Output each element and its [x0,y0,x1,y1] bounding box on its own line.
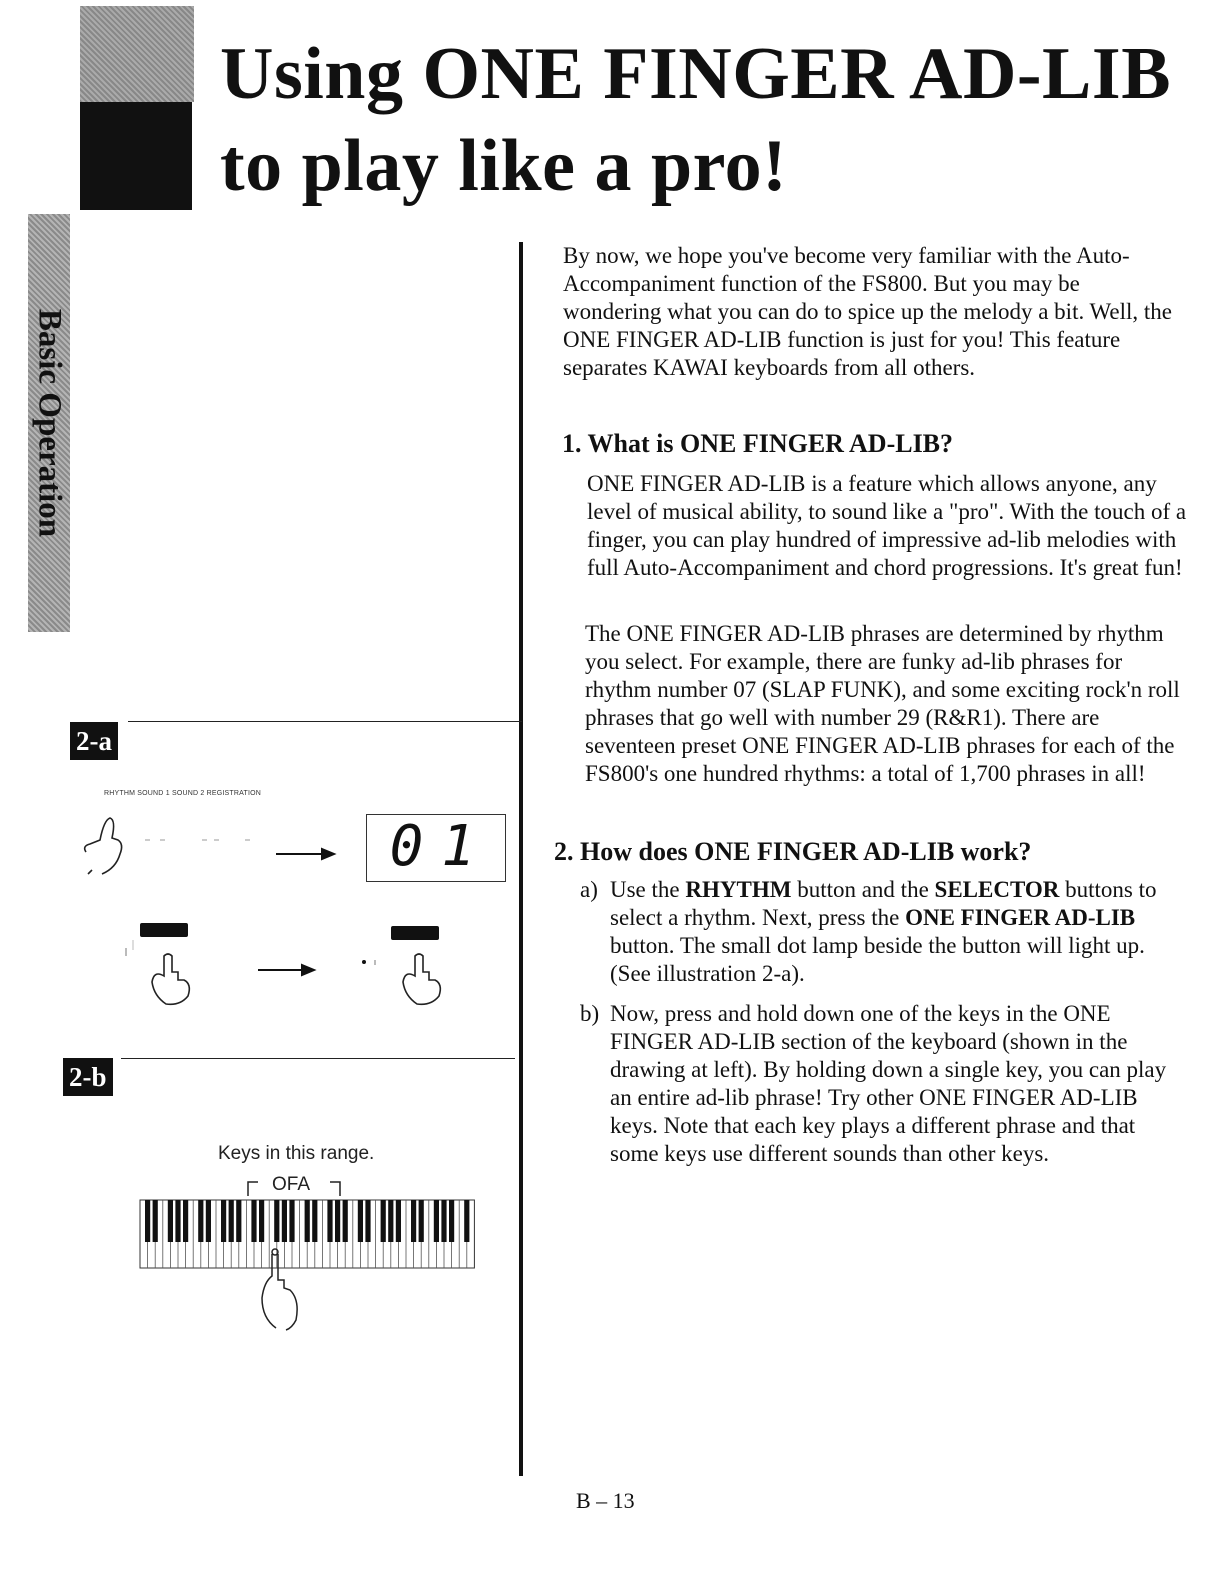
black-key [335,1200,340,1242]
black-key [206,1200,211,1242]
black-key [274,1200,279,1242]
black-key [365,1200,370,1242]
arrow-right-icon [258,965,314,975]
panel-button-labels: RHYTHM SOUND 1 SOUND 2 REGISTRATION [104,790,261,797]
black-key [236,1200,241,1242]
figure-2a-label: 2-a [70,722,118,760]
step-a [580,876,1180,988]
pointing-hand-icon [85,818,122,874]
black-key [434,1200,439,1242]
black-key [175,1200,180,1242]
black-key [358,1200,363,1242]
black-key [229,1200,234,1242]
step-a-text-4: button. The small dot lamp beside the button will light up. (See illustration 2-a). [610,933,1145,986]
ad-lib-button-lit-icon [391,926,439,940]
pressing-hand-icon [152,954,189,1004]
step-b-text: Now, press and hold down one of the keys in the ONE FINGER AD-LIB section of the keyboard (shown in the drawing at left). By holding down a single key, you can play an entire ad-lib phrase! Try other ONE FINGER AD-LIB keys. Note that each key plays a different phrase and that some keys use different sounds than other keys. [610,1001,1167,1166]
keys-caption: Keys in this range. [218,1143,375,1164]
step-a-text [610,876,1180,988]
step-a-text-1: Use the [610,877,686,902]
black-key [381,1200,386,1242]
black-key [221,1200,226,1242]
header-black-block [80,102,192,210]
title-line-2: to play like a pro! [220,125,788,207]
lcd-display [366,814,506,882]
arrow-right-icon [276,849,334,859]
figure-2b-rule [121,1058,515,1059]
lcd-display-value: 01 [389,814,493,879]
section-1-paragraph-2: The ONE FINGER AD-LIB phrases are determined by rhythm you select. For example, there are funky ad-lib phrases for rhythm number 07 (SLAP FUNK), and some exciting rock'n roll phrases that go well with number 29 (R&R1). There are seventeen preset ONE FINGER AD-LIB phrases for each of the FS800's one hundred rhythms: a total of 1,700 phrases in all! [585,621,1180,786]
section-1-heading: 1. What is ONE FINGER AD-LIB? [562,429,954,458]
intro-paragraph: By now, we hope you've become very familiar with the Auto-Accompaniment function of the FS800. But you may be wondering what you can do to spice up the melody a bit. Well, the ONE FINGER AD-LIB function is just for you! This feature separates KAWAI keyboards from all others. [563,243,1173,380]
black-key [198,1200,203,1242]
black-key [449,1200,454,1242]
black-key [411,1200,416,1242]
step-b [580,1000,1180,1168]
black-key [388,1200,393,1242]
black-key [343,1200,348,1242]
lamp-dot-icon [362,960,366,964]
step-b-label: b) [580,1001,600,1026]
header-pattern-block [80,6,194,102]
section-1-paragraph-1: ONE FINGER AD-LIB is a feature which allows anyone, any level of musical ability, to sound like a "pro". With the touch of a finger, you can play hundred of impressive ad-lib melodies with full Auto-Accompaniment and chord progressions. It's great fun! [587,471,1187,580]
black-key [441,1200,446,1242]
title-line-1: Using ONE FINGER AD-LIB [220,33,1172,115]
figure-2b-keyboard-drawing [130,1170,490,1340]
black-key [153,1200,158,1242]
step-a-text-2: button and the [791,877,935,902]
page-title [220,28,1200,212]
page-number: B – 13 [576,1488,635,1513]
black-key [183,1200,188,1242]
side-tab-label: Basic Operation [31,308,68,538]
black-key [145,1200,150,1242]
black-key [289,1200,294,1242]
black-key [305,1200,310,1242]
black-key [312,1200,317,1242]
keyboard-icon [140,1200,474,1268]
black-key [327,1200,332,1242]
section-2-heading: 2. How does ONE FINGER AD-LIB work? [554,837,1032,866]
pressing-hand-icon [403,954,440,1004]
figure-2a-rule [128,721,522,722]
black-key [251,1200,256,1242]
one-finger-ad-lib-term: ONE FINGER AD-LIB [905,905,1136,930]
ofa-range-label: OFA [272,1174,311,1195]
figure-2b-label: 2-b [63,1058,113,1096]
black-key [259,1200,264,1242]
selector-term: SELECTOR [934,877,1060,902]
black-key [168,1200,173,1242]
black-key [464,1200,469,1242]
ofa-range-bracket [248,1182,340,1196]
rhythm-term: RHYTHM [685,877,792,902]
ad-lib-button-icon [140,923,188,937]
black-key [396,1200,401,1242]
step-a-text-3: buttons to select a rhythm. Next, press the [610,877,1157,930]
step-a-label: a) [580,877,598,902]
black-key [419,1200,424,1242]
black-key [282,1200,287,1242]
